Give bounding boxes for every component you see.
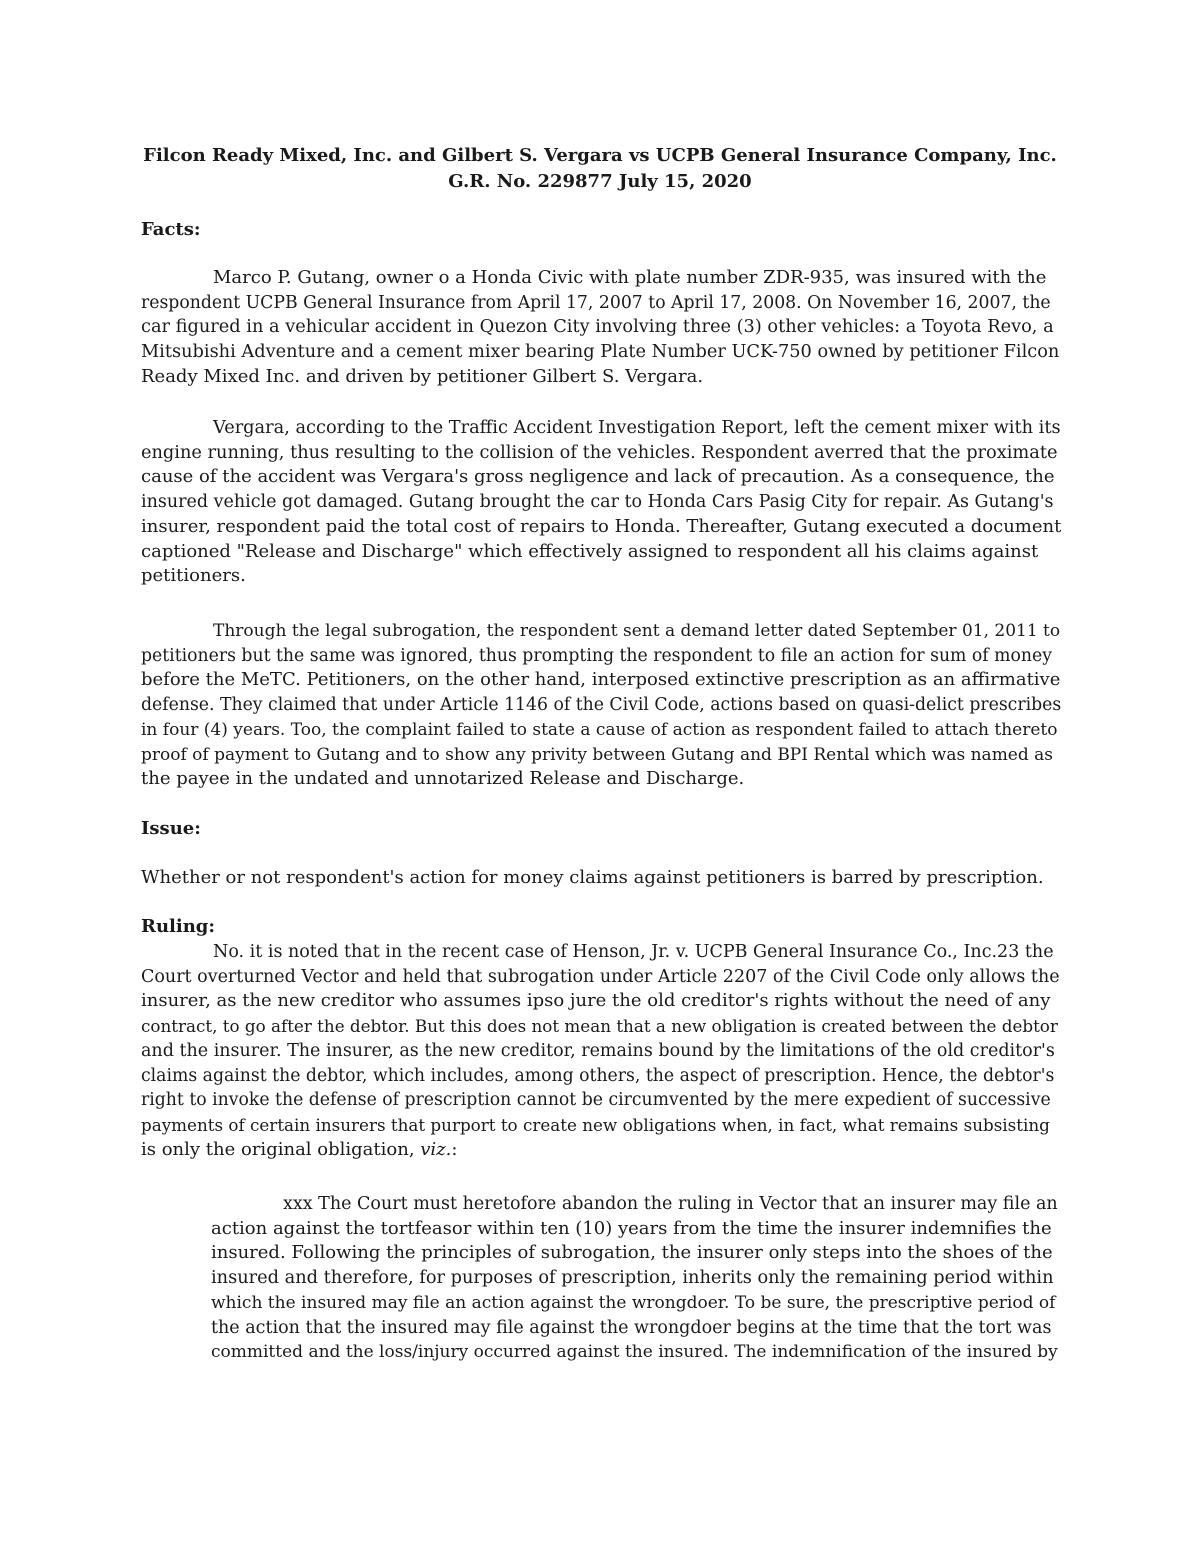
facts-paragraph-3: [141, 619, 1061, 792]
text-line: proof of payment to Gutang and to show any privity between Gutang and BPI Rental which was named as: [141, 744, 1054, 765]
text-line: right to invoke the defense of prescription cannot be circumvented by the mere expedient of successive: [141, 1090, 1051, 1111]
case-title: [0, 143, 1200, 195]
text-line: captioned "Release and Discharge" which effectively assigned to respondent all his claims against: [141, 540, 1039, 562]
text-line: cause of the accident was Vergara's gross negligence and lack of precaution. As a consequence, the: [141, 466, 1055, 488]
text-line-last: [141, 1138, 1061, 1163]
case-number-line: G.R. No. 229877 July 15, 2020: [448, 171, 752, 192]
text-line: Through the legal subrogation, the respondent sent a demand letter dated September 01, 2011 to: [213, 621, 1061, 641]
italic-viz: viz.: [420, 1138, 452, 1160]
facts-paragraph-2: [141, 416, 1061, 589]
text-line: Whether or not respondent's action for money claims against petitioners is barred by prescription.: [141, 867, 1044, 888]
ruling-paragraph: [141, 940, 1061, 1162]
text-line: claims against the debtor, which includes, among others, the aspect of prescription. Hence, the debtor's: [141, 1065, 1055, 1086]
text-line: Court overturned Vector and held that subrogation under Article 2207 of the Civil Code only allows the: [141, 966, 1060, 987]
text-line: in four (4) years. Too, the complaint failed to state a cause of action as respondent failed to attach thereto: [141, 719, 1058, 740]
text-fragment: is only the original obligation,: [141, 1138, 421, 1160]
block-quote: [211, 1192, 1061, 1365]
text-line: before the MeTC. Petitioners, on the other hand, interposed extinctive prescription as an affirmative: [141, 669, 1061, 691]
text-line: payments of certain insurers that purport to create new obligations when, in fact, what remains subsisting: [141, 1114, 1050, 1135]
text-line: petitioners.: [141, 565, 246, 587]
text-line: Marco P. Gutang, owner o a Honda Civic with plate number ZDR-935, was insured with the: [213, 267, 1047, 288]
text-line: car figured in a vehicular accident in Quezon City involving three (3) other vehicles: a Toyota Revo, a: [141, 317, 1054, 338]
text-line: respondent UCPB General Insurance from April 17, 2007 to April 17, 2008. On November 16, 2007, the: [141, 292, 1051, 313]
facts-paragraph-1: [141, 266, 1061, 390]
quote-line: which the insured may file an action against the wrongdoer. To be sure, the prescriptive period of: [211, 1292, 1056, 1313]
text-line: Mitsubishi Adventure and a cement mixer bearing Plate Number UCK-750 owned by petitioner Filcon: [141, 342, 1060, 363]
text-line: defense. They claimed that under Article 1146 of the Civil Code, actions based on quasi-delict prescribes: [141, 695, 1062, 716]
issue-heading: Issue:: [141, 818, 201, 839]
text-line: No. it is noted that in the recent case of Henson, Jr. v. UCPB General Insurance Co., Inc.23 the: [213, 942, 1054, 962]
quote-line: insured. Following the principles of subrogation, the insurer only steps into the shoes of the: [211, 1242, 1053, 1264]
quote-line: xxx The Court must heretofore abandon the ruling in Vector that an insurer may file an: [283, 1194, 1058, 1214]
text-line: the payee in the undated and unnotarized Release and Discharge.: [141, 768, 745, 790]
ruling-heading: Ruling:: [141, 916, 216, 937]
text-line: Vergara, according to the Traffic Accident Investigation Report, left the cement mixer with its: [213, 418, 1061, 438]
quote-line: the action that the insured may file against the wrongdoer begins at the time that the tort was: [211, 1317, 1052, 1338]
facts-heading: Facts:: [141, 219, 201, 240]
text-line: insurer, as the new creditor who assumes ipso jure the old creditor's rights without the need of any: [141, 990, 1051, 1012]
text-line: insurer, respondent paid the total cost of repairs to Honda. Thereafter, Gutang executed a document: [141, 515, 1062, 537]
text-fragment: :: [451, 1138, 458, 1160]
text-line: insured vehicle got damaged. Gutang brought the car to Honda Cars Pasig City for repair. As Gutang's: [141, 492, 1054, 513]
text-line: contract, to go after the debtor. But this does not mean that a new obligation is created between the debtor: [141, 1016, 1058, 1037]
text-line: petitioners but the same was ignored, thus prompting the respondent to file an action for sum of money: [141, 645, 1052, 666]
text-line: engine running, thus resulting to the collision of the vehicles. Respondent averred that the proximate: [141, 442, 1058, 463]
quote-line: action against the tortfeasor within ten (10) years from the time the insurer indemnifies the: [211, 1217, 1052, 1239]
text-line: Ready Mixed Inc. and driven by petitioner Gilbert S. Vergara.: [141, 365, 704, 387]
quote-line: insured and therefore, for purposes of prescription, inherits only the remaining period within: [211, 1268, 1054, 1289]
case-title-line: Filcon Ready Mixed, Inc. and Gilbert S. Vergara vs UCPB General Insurance Company, Inc.: [143, 145, 1057, 166]
issue-paragraph: [141, 866, 1061, 891]
text-line: and the insurer. The insurer, as the new creditor, remains bound by the limitations of the old creditor's: [141, 1040, 1055, 1061]
quote-line: committed and the loss/injury occurred against the insured. The indemnification of the insured by: [211, 1342, 1058, 1363]
